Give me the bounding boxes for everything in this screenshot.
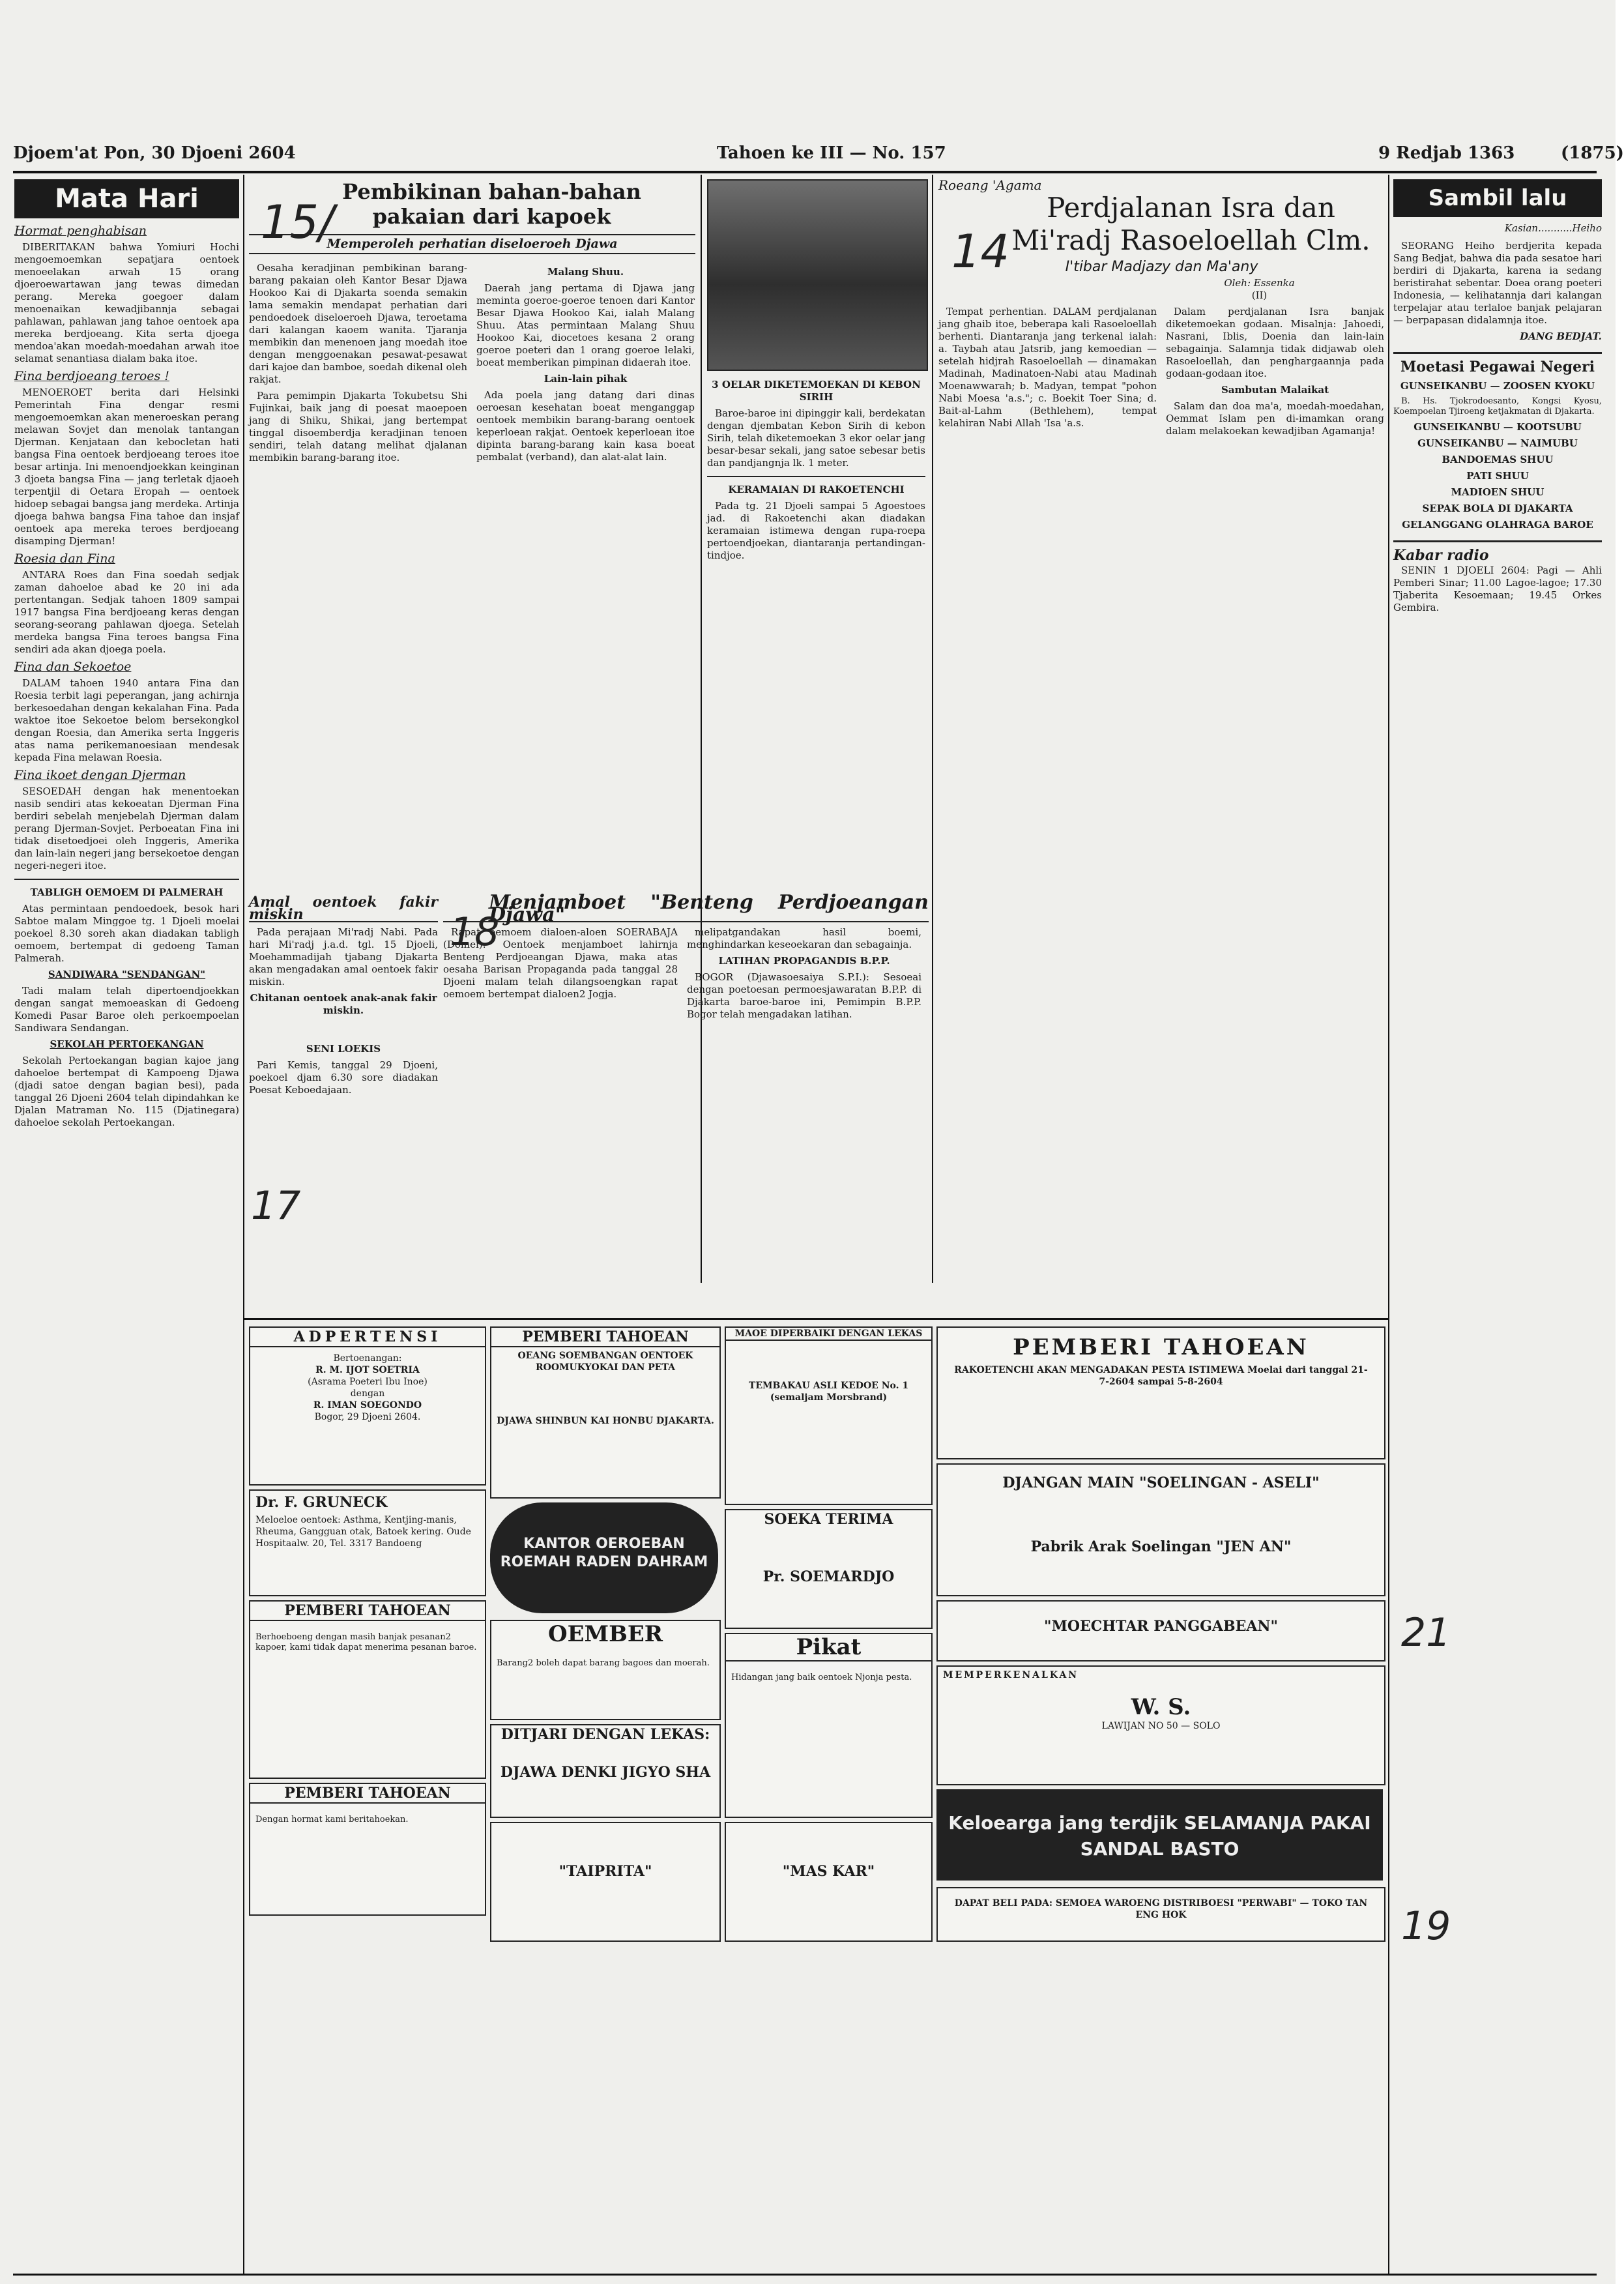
ad-text: DAPAT BELI PADA: SEMOEA WAROENG DISTRIBOESI "PERWABI" — TOKO TAN ENG HOK xyxy=(954,1898,1368,1920)
tabligh-title: TABLIGH OEMOEM DI PALMERAH xyxy=(30,886,224,898)
issue-number: Tahoen ke III — No. 157 xyxy=(717,143,946,163)
serial-number: (1875) xyxy=(1561,143,1624,163)
article-text: Dalam perdjalanan Isra banjak diketemoekan godaan. Misalnja: Jahoedi, Nasrani, Iblis, Doenia dan lain-lain sebagainja. Salamnja tidak didjawab oleh Rasoeloellah, dan penghargaannja pada godaan-godaan itoe. xyxy=(1166,306,1384,379)
benteng-title: Menjamboet "Benteng Perdjoeangan Djawa" xyxy=(443,896,929,922)
ad-oember: OEMBER Barang2 boleh dapat barang bagoes dan moerah. xyxy=(490,1620,721,1720)
author-signature: DANG BEDJAT. xyxy=(1520,330,1602,342)
issue-date: Djoem'at Pon, 30 Djoeni 2604 xyxy=(13,143,296,163)
pegawai-item: BANDOEMAS SHUU xyxy=(1442,454,1554,465)
column-rule xyxy=(1388,175,1389,2274)
pegawai-item: GELANGGANG OLAHRAGA BAROE xyxy=(1402,519,1593,531)
ad-title: PEMBERI TAHOEAN xyxy=(250,1602,485,1621)
ad-title: TEMBAKAU ASLI KEDOE No. 1 (semaljam Morsbrand) xyxy=(748,1381,909,1403)
section-text: DIBERITAKAN bahwa Yomiuri Hochi mengoemoemkan sepatjara oentoek menoeelakan arwah 15 orang djoeroewartawan jang tewas dimedan perang. Mereka goegoer dalam menoenaikan kewadjibannja sebagai pahlawan, pahlawan jang tahoe oentoek apa mereka berdjoeang. Kita serta djoega mendoa'akan moedah-moedahan arwah itoe selamat senantiasa dialam baka itoe. xyxy=(14,241,239,364)
handwritten-mark: 19 xyxy=(1401,1903,1451,1949)
seni-title: SENI LOEKIS xyxy=(306,1043,381,1055)
ad-advertensi xyxy=(249,1326,486,1486)
ad-gruneck xyxy=(249,1489,486,1596)
article-text: Oesaha keradjinan pembikinan barang-barang pakaian oleh Kantor Besar Djawa Hookoo Kai di Djakarta soenda semakin lama semakin mendapat perhatian dari pendoedoek diseloeroeh Djawa, teroetama dari kalangan kaoem wanita. Tjaranja membikin dan menenoen jang moedah itoe dengan menggoenakan pesawat-pesawat dari kajoe dan bamboe, soedah dikenal oleh rakjat. xyxy=(249,262,467,385)
ad-title: "MOECHTAR PANGGABEAN" xyxy=(1044,1618,1278,1635)
sandiwara-text: Tadi malam telah dipertoendjoekkan dengan sangat memoeaskan di Gedoeng Komedi Pasar Baroe oleh perkoempoelan Sandiwara Sendangan. xyxy=(14,985,239,1034)
news-title: 3 OELAR DIKETEMOEKAN DI KEBON SIRIH xyxy=(712,379,921,403)
section-text: ANTARA Roes dan Fina soedah sedjak zaman dahoeloe abad ke 20 ini ada pertentangan. Sedjak tahoen 1809 sampai 1917 bangsa Fina berdjoeang keras dengan seorang-seorang pahlawan djoega. Setelah merdeka bangsa Fina teroes bangsa Fina sendiri ada akan djoega poela. xyxy=(14,569,239,655)
ad-address: LAWIJAN NO 50 — SOLO xyxy=(1101,1721,1221,1731)
ad-pikat: Pikat Hidangan jang baik oentoek Njonja pesta. xyxy=(725,1633,933,1818)
mata-hari-badge: Mata Hari xyxy=(14,179,239,218)
ads-rule xyxy=(244,1318,1388,1320)
article-text: Para pemimpin Djakarta Tokubetsu Shi Fujinkai, baik jang di poesat maoepoen jang di Shiku, Shikai, jang bertempat tinggal disoemberdja keradjinan tenoen sendiri, telah datang melihat djalanan membikin barang-barang itoe. xyxy=(249,390,467,463)
ad-brand: W. S. xyxy=(1131,1694,1191,1720)
ad-ditjari xyxy=(490,1724,721,1818)
pegawai-item: GUNSEIKANBU — NAIMUBU xyxy=(1417,437,1578,449)
radio-title: Kabar radio xyxy=(1393,547,1489,564)
article-subtitle: Memperoleh perhatian diseloeroeh Djawa xyxy=(249,234,695,254)
column-sambil-lalu: Sambil lalu Kasian...........Heiho SEORANG Heiho berdjerita kepada Sang Bedjat, bahwa dia pada sesatoe hari berdiri di Djakarta, karena ia sedang beristirahat sebentar. Doea orang poeteri Indonesia, — kelihatannja dari kalangan terpelajar atau terlaloe banjak pelajaran — berpapasan didalamnja itoe. DANG BEDJAT. Moetasi Pegawai Negeri GUNSEIKANBU — ZOOSEN KYOKU B. Hs. Tjokrodoesanto, Kongsi Kyosu, Koempoelan Tjiroeng ketjakmatan di Djakarta. GUNSEIKANBU — KOOTSUBU GUNSEIKANBU — NAIMUBU BANDOEMAS SHUU PATI SHUU MADIOEN SHUU SEPAK BOLA DI DJAKARTA GELANGGANG OLAHRAGA BAROE Kabar radio SENIN 1 DJOELI 2604: Pagi — Ahli Pemberi Sinar; 11.00 Lagoe-lagoe; 17.30 Tjaberita Kesoemaan; 19.45 Orkes Gembira. xyxy=(1393,179,1602,2272)
section-title: Fina berdjoeang teroes ! xyxy=(14,369,169,383)
handwritten-mark: 15/ xyxy=(261,196,334,249)
ad-title: MAOE DIPERBAIKI DENGAN LEKAS xyxy=(726,1328,931,1341)
ad-title: SOEKA TERIMA xyxy=(764,1511,893,1528)
ad-title: "TAIPRITA" xyxy=(558,1863,652,1880)
pegawai-title: Moetasi Pegawai Negeri xyxy=(1400,359,1595,375)
ad-title: MEMPERKENALKAN xyxy=(943,1670,1079,1680)
news-title: KERAMAIAN DI RAKOETENCHI xyxy=(728,484,905,495)
pegawai-item: GUNSEIKANBU — ZOOSEN KYOKU xyxy=(1400,380,1595,392)
ad-waroeng xyxy=(936,1887,1385,1942)
handwritten-mark: 18 xyxy=(450,909,500,955)
tabligh-text: Atas permintaan pendoedoek, besok hari Sabtoe malam Minggoe tg. 1 Djoeli moelai poekoel 8.30 soreh akan diadakan tabligh oemoem, bertempat di gedoeng Taman Palmerah. xyxy=(14,903,239,964)
ad-maoe-diperbaiki xyxy=(725,1326,933,1505)
ad-text: OEANG SOEMBANGAN OENTOEK ROOMUKYOKAI DAN PETA xyxy=(517,1351,693,1373)
column-text: SEORANG Heiho berdjerita kepada Sang Bedjat, bahwa dia pada sesatoe hari berdiri di Djakarta, karena ia sedang beristirahat sebentar. Doea orang poeteri Indonesia, — kelihatannja dari kalangan terpelajar atau terlaloe banjak pelajaran — berpapasan didalamnja itoe. xyxy=(1393,240,1602,326)
section-text: DALAM tahoen 1940 antara Fina dan Roesia terbit lagi peperangan, jang achirnja berkesoedahan dengan kekalahan Fina. Pada waktoe itoe Sekoetoe belom bersekongkol dengan Roesia, dan Amerika serta Inggeris atas nama perikemanoesiaan mendesak kepada Fina melawan Roesia. xyxy=(14,677,239,763)
ad-soeka-terima xyxy=(725,1509,933,1629)
ad-line: Bertoenangan: xyxy=(333,1353,402,1364)
ad-title: DITJARI DENGAN LEKAS: xyxy=(500,1726,710,1743)
ad-company: Pabrik Arak Soelingan "JEN AN" xyxy=(1030,1538,1292,1555)
ad-line: dengan xyxy=(350,1388,385,1399)
ad-title: OEMBER xyxy=(547,1621,663,1647)
benteng-text: melipatgandakan hasil boemi, menghindarkan keseoekaran dan sebagainja. xyxy=(687,926,921,950)
section-label: Roeang 'Agama xyxy=(938,177,1042,193)
islamic-date: 9 Redjab 1363 xyxy=(1378,143,1515,163)
ad-text: RAKOETENCHI AKAN MENGADAKAN PESTA ISTIMEWA Moelai dari tanggal 21-7-2604 sampai 5-8-2604 xyxy=(954,1365,1368,1387)
article-text: Ada poela jang datang dari dinas oeroesan kesehatan boeat menganggap oentoek membikin barang-barang oentoek keperloean rakjat. Oentoek keperloean itoe dipinta barang-barang kain kasa boeat pembalat (verband), dan alat-alat lain. xyxy=(476,389,695,463)
news-text: Baroe-baroe ini dipinggir kali, berdekatan dengan djembatan Kebon Sirih di kebon Sirih, telah diketemoekan 3 ekor oelar jang besar-besar sekali, jang satoe sebesar betis dan pandjangnja lk. 1 meter. xyxy=(707,407,925,469)
article-text: Tempat perhentian. DALAM perdjalanan jang ghaib itoe, beberapa kali Rasoeloellah berhenti. Diantaranja jang terkenal ialah: a. Taybah atau Jatsrib, jang kemoedian — setelah hidjrah Rasoeloellah — dinamakan Madinah, Madinatoen-Nabi atau Madinah Moenawwarah; b. Madyan, tempat "pohon Nabi Moesa 'a.s."; c. Boekit Toer Sina; d. Bait-al-Lahm (Bethlehem), tempat kelahiran Nabi Allah 'Isa 'a.s. xyxy=(938,306,1157,429)
pegawai-item: PATI SHUU xyxy=(1466,470,1529,482)
amal-title: Amal oentoek fakir miskin xyxy=(249,894,438,923)
ad-raden-dahram-logo: KANTOR OEROEBAN ROEMAH RADEN DAHRAM xyxy=(490,1502,718,1613)
article-title: Perdjalanan Isra dan Mi'radj Rasoeloellah Clm. xyxy=(1011,192,1370,256)
pegawai-item: SEPAK BOLA DI DJAKARTA xyxy=(1422,503,1573,514)
latihan-text: BOGOR (Djawasoesaiya S.P.I.): Sesoeai dengan poetoesan permoesjawaratan B.P.P. di Djakarta baroe-baroe ini, Pemimpin B.P.P. Bogor telah mengadakan latihan. xyxy=(687,971,921,1020)
news-text: Pada tg. 21 Djoeli sampai 5 Agoestoes jad. di Rakoetenchi akan diadakan keramaian istimewa dengan rupa-roepa pertoendjoekan, diantaranja pertandingan-tindjoe. xyxy=(707,500,925,561)
ad-title: ADPERTENSI xyxy=(250,1328,485,1347)
sambil-lalu-badge: Sambil lalu xyxy=(1393,179,1602,217)
article-benteng xyxy=(443,891,929,1313)
ad-mas-kar xyxy=(725,1822,933,1942)
section-text: MENOEROET berita dari Helsinki Pemerintah Fina dengar resmi mengoemoemkan akan meneroeskan perang melawan Sovjet dan menolak tantangan Djerman. Kenjataan dan kebocletan hati bangsa Fina oentoek berdjoeang teroes itoe besar artinja. Ini menoendjoekkan keinginan 3 djoeta bangsa Fina — jang terletak djaoeh terpentjil di Oetara Eropah — oentoek hidoep sebagai bangsa jang merdeka. Artinja djoega bahwa bangsa Fina tahoe dan insjaf oentoek apa mereka teroes berdjoeang disamping Djerman! xyxy=(14,387,239,547)
ad-name: Pr. SOEMARDJO xyxy=(762,1568,895,1585)
news-photo xyxy=(707,179,928,371)
benteng-text: Rapat oemoem dialoen-aloen SOERABAJA (Domei): Oentoek menjamboet lahirnja Benteng Perdjoeangan Djawa, maka atas oesaha Barisan Propaganda pada tanggal 28 Djoeni malam telah dilangsoengkan rapat oemoem bertempat dialoen2 Jogja. xyxy=(443,926,678,1000)
section-text: SESOEDAH dengan hak menentoekan nasib sendiri atas kekoeatan Djerman Fina berdiri sebelah menjebelah Djerman dalam perang Djerman-Sovjet. Perboeatan Fina ini tidak disetoedjoei oleh Inggeris, Amerika dan lain-lain negeri jang bersekoetoe dengan negeri-negeri itoe. xyxy=(14,785,239,871)
handwritten-mark: 21 xyxy=(1401,1610,1451,1656)
sekolah-text: Sekolah Pertoekangan bagian kajoe jang dahoeloe bertempat di Kampoeng Djawa (djadi satoe dengan bagian besi), pada tanggal 26 Djoeni 2604 telah dipindahkan ke Djalan Matraman No. 115 (Djatinegara) dahoeloe sekolah Pertoekangan. xyxy=(14,1055,239,1128)
seni-text: Pari Kemis, tanggal 29 Djoeni, poekoel djam 6.30 sore diadakan Poesat Keboedajaan. xyxy=(249,1059,438,1096)
ad-title: "MAS KAR" xyxy=(782,1863,875,1880)
ad-moechtar xyxy=(936,1600,1385,1662)
handwritten-mark: 14 xyxy=(951,225,1010,278)
handwritten-mark: 17 xyxy=(251,1183,301,1229)
article-title: Pembikinan bahan-bahan pakaian dari kapoek xyxy=(342,179,641,229)
article-part: (II) xyxy=(1251,289,1268,301)
ad-signature: DJAWA SHINBUN KAI HONBU DJAKARTA. xyxy=(497,1416,714,1426)
ad-title: PEMBERI TAHOEAN xyxy=(491,1328,719,1347)
ad-company: DJAWA DENKI JIGYO SHA xyxy=(500,1764,711,1781)
latihan-title: LATIHAN PROPAGANDIS B.P.P. xyxy=(718,955,890,967)
section-title: Fina ikoet dengan Djerman xyxy=(14,768,186,782)
sandiwara-title: SANDIWARA "SENDANGAN" xyxy=(48,969,206,980)
ad-basto: Keloearga jang terdjik SELAMANJA PAKAI SANDAL BASTO xyxy=(936,1789,1383,1881)
column-heading: Kasian...........Heiho xyxy=(1504,222,1602,234)
masthead-rule xyxy=(13,171,1597,173)
column-rule xyxy=(932,175,933,1283)
ad-line: (Asrama Poeteri Ibu Inoe) xyxy=(308,1377,428,1387)
ad-taiprita xyxy=(490,1822,721,1942)
column-mata-hari xyxy=(14,179,239,2272)
amal-text: Pada perajaan Mi'radj Nabi. Pada hari Mi'radj j.a.d. tgl. 15 Djoeli, Moehammadijah tjabang Djakarta akan mengadakan amal oentoek fakir miskin. xyxy=(249,926,438,988)
article-text: Daerah jang pertama di Djawa jang meminta goeroe-goeroe tenoen dari Kantor Besar Djawa Hookoo Kai, ialah Malang Shuu. Atas permintaan Malang Shuu Hookoo Kai, diocetoes kesana 2 orang goeroe poeteri dan 1 orang goeroe lelaki, boeat memberikan pimpinan didaerah itoe. xyxy=(476,282,695,368)
ad-memperkenalkan xyxy=(936,1665,1385,1785)
article-amal xyxy=(249,896,438,1313)
subhead: Sambutan Malaikat xyxy=(1221,384,1329,396)
article-text: Salam dan doa ma'a, moedah-moedahan, Oemmat Islam pen di-imamkan orang dalam melakoekan kewadjiban Agamanja! xyxy=(1166,400,1384,437)
ad-soelingan xyxy=(936,1463,1385,1596)
article-author: Oleh: Essenka xyxy=(1224,277,1295,289)
ad-line: R. M. IJOT SOETRIA xyxy=(315,1365,420,1375)
subhead: Malang Shuu. xyxy=(547,266,624,278)
ad-line: R. IMAN SOEGONDO xyxy=(313,1400,422,1411)
ad-text: Meloeloe oentoek: Asthma, Kentjing-manis, Rheuma, Gangguan otak, Batoek kering. Oude Hospitaalw. 20, Tel. 3317 Bandoeng xyxy=(255,1515,471,1549)
sekolah-title: SEKOLAH PERTOEKANGAN xyxy=(50,1038,204,1050)
article-kapoek xyxy=(249,179,695,890)
ad-line: Bogor, 29 Djoeni 2604. xyxy=(314,1412,421,1422)
section-title: Hormat penghabisan xyxy=(14,224,147,238)
ad-title: PEMBERI TAHOEAN xyxy=(1013,1334,1309,1360)
ad-roomukyokai xyxy=(490,1326,721,1499)
subhead: Lain-lain pihak xyxy=(544,373,628,385)
ad-title: Pikat xyxy=(726,1634,931,1662)
ad-rakoetenchi xyxy=(936,1326,1385,1459)
amal-subtitle: Chitanan oentoek anak-anak fakir miskin. xyxy=(250,992,437,1016)
masthead xyxy=(0,143,1624,167)
ad-title: DJANGAN MAIN "SOELINGAN - ASELI" xyxy=(1002,1474,1320,1491)
pegawai-item: GUNSEIKANBU — KOOTSUBU xyxy=(1414,421,1582,433)
section-title: Fina dan Sekoetoe xyxy=(14,660,132,674)
radio-text: SENIN 1 DJOELI 2604: Pagi — Ahli Pemberi Sinar; 11.00 Lagoe-lagoe; 17.30 Tjaberita Kesoemaan; 19.45 Orkes Gembira. xyxy=(1393,564,1602,613)
pegawai-item: MADIOEN SHUU xyxy=(1451,486,1544,498)
ad-pemberi-tahoean: PEMBERI TAHOEAN Berhoeboeng dengan masih banjak pesanan2 kapoer, kami tidak dapat menerima pesanan baroe. xyxy=(249,1600,486,1779)
ad-title: PEMBERI TAHOEAN xyxy=(250,1784,485,1804)
ad-pemberi-tahoean-3: PEMBERI TAHOEAN Dengan hormat kami beritahoekan. xyxy=(249,1783,486,1916)
article-subtitle: I'tibar Madjazy dan Ma'any xyxy=(1065,259,1258,275)
column-rule xyxy=(243,175,244,2274)
bottom-rule xyxy=(13,2274,1597,2276)
column-news xyxy=(707,375,925,890)
article-isra-miradj xyxy=(938,179,1385,1281)
ad-title: Dr. F. GRUNECK xyxy=(255,1494,388,1511)
section-title: Roesia dan Fina xyxy=(14,551,115,566)
